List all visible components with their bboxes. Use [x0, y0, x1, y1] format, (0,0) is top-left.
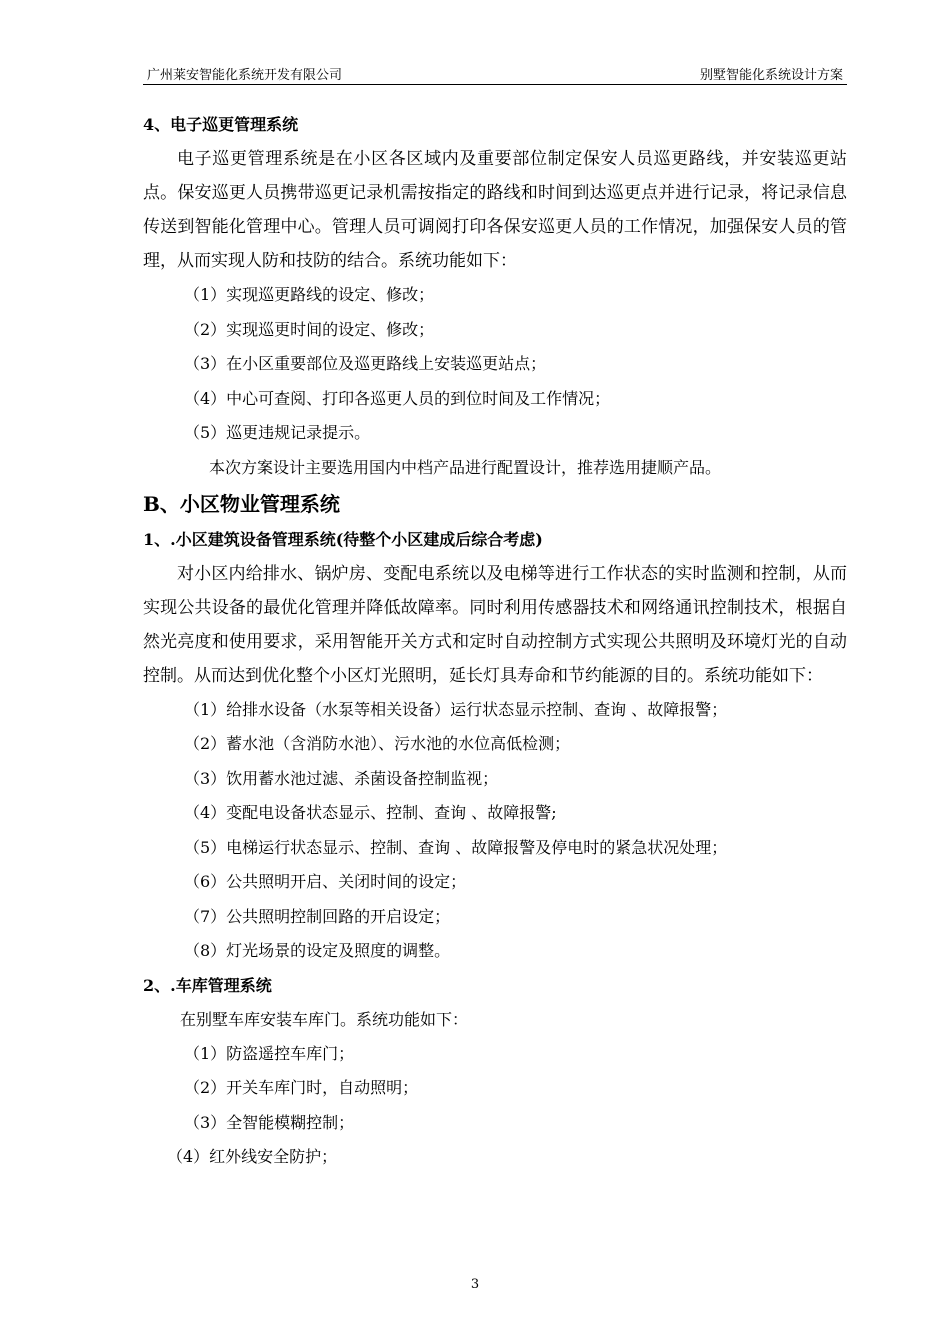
- list-item: （1）防盗遥控车库门；: [184, 1043, 355, 1063]
- list-item: （3）饮用蓄水池过滤、杀菌设备控制监视；: [184, 768, 499, 788]
- document-body: [143, 108, 847, 1175]
- list-item: （2）开关车库门时，自动照明；: [184, 1078, 419, 1097]
- list-item: （5）电梯运行状态显示、控制、查询 、故障报警及停电时的紧急状况处理；: [184, 837, 728, 857]
- section-4-paragraph: 电子巡更管理系统是在小区各区域内及重要部位制定保安人员巡更路线，并安装巡更站点。保安巡更人员携带巡更记录机需按指定的路线和时间到达巡更点并进行记录，将记录信息传送到智能化管理中心。管理人员可调阅打印各保安巡更人员的工作情况，加强保安人员的管理，从而实现人防和技防的结合。系统功能如下：: [143, 149, 847, 271]
- subsection-1-heading: 1、.小区建筑设备管理系统(待整个小区建成后综合考虑): [143, 529, 543, 549]
- list-item: （4）变配电设备状态显示、控制、查询 、故障报警;: [184, 803, 557, 822]
- section-4-heading: 4、电子巡更管理系统: [143, 115, 299, 134]
- subsection-2-heading: 2、.车库管理系统: [143, 975, 272, 995]
- header-doc-title: 别墅智能化系统设计方案: [699, 68, 843, 83]
- subsection-2-intro: 在别墅车库安装车库门。系统功能如下：: [180, 1009, 469, 1029]
- subsection-1-paragraph: 对小区内给排水、锅炉房、变配电系统以及电梯等进行工作状态的实时监测和控制，从而实现公共设备的最优化管理并降低故障率。同时利用传感器技术和网络通讯控制技术，根据自然光亮度和使用要求，采用智能开关方式和定时自动控制方式实现公共照明及环境灯光的自动控制。从而达到优化整个小区灯光照明，延长灯具寿命和节约能源的目的。系统功能如下：: [143, 563, 847, 686]
- page-header: [143, 62, 847, 85]
- list-item: （3）全智能模糊控制；: [184, 1112, 355, 1132]
- list-item: （4）中心可查阅、打印各巡更人员的到位时间及工作情况；: [184, 388, 611, 408]
- section-b-heading: B、小区物业管理系统: [143, 491, 340, 516]
- list-item: （2）蓄水池（含消防水池）、污水池的水位高低检测；: [184, 734, 571, 753]
- list-item: （3）在小区重要部位及巡更路线上安装巡更站点；: [184, 354, 547, 373]
- list-item: （1）实现巡更路线的设定、修改；: [184, 285, 435, 304]
- list-item: （7）公共照明控制回路的开启设定；: [184, 906, 451, 926]
- page-number: 3: [470, 1277, 480, 1292]
- list-item: （8）灯光场景的设定及照度的调整。: [184, 941, 451, 960]
- section-4-note: 本次方案设计主要选用国内中档产品进行配置设计，推荐选用捷顺产品。: [209, 457, 722, 477]
- header-company: 广州莱安智能化系统开发有限公司: [147, 68, 343, 83]
- list-item: （4）红外线安全防护；: [167, 1147, 338, 1166]
- list-item: （1）给排水设备（水泵等相关设备）运行状态显示控制、查询 、故障报警；: [184, 699, 728, 719]
- list-item: （2）实现巡更时间的设定、修改；: [184, 319, 435, 339]
- list-item: （5）巡更违规记录提示。: [184, 423, 371, 442]
- list-item: （6）公共照明开启、关闭时间的设定；: [184, 872, 467, 891]
